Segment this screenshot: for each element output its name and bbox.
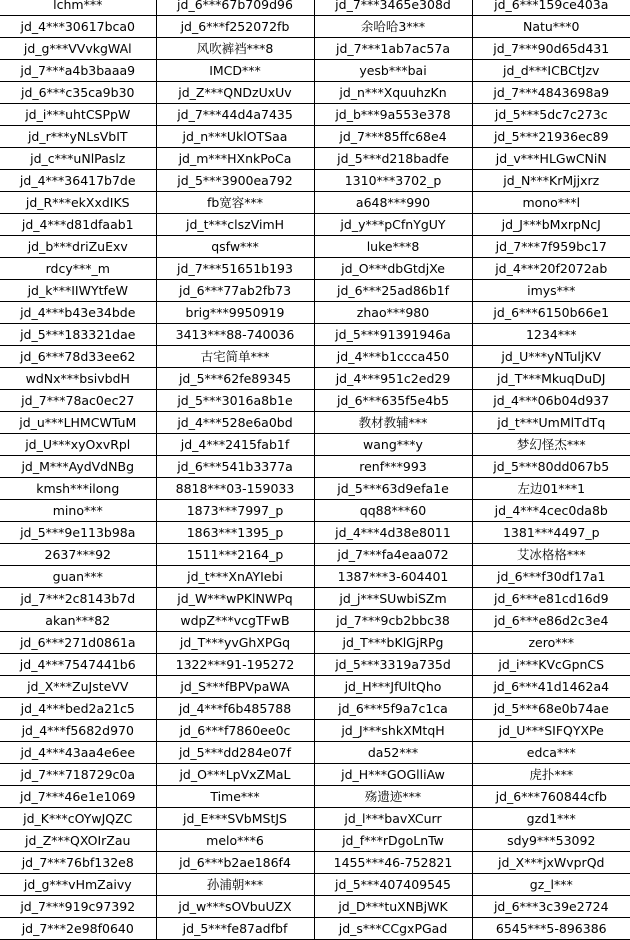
table-cell: 2637***92 (0, 544, 156, 566)
table-cell: 古宅简单*** (156, 346, 314, 368)
table-cell: jd_7***1ab7ac57a (314, 38, 472, 60)
table-cell: jd_5***63d9efa1e (314, 478, 472, 500)
table-cell: gzd1*** (472, 808, 630, 830)
table-row (0, 390, 630, 412)
table-cell: jd_T***MkuqDuDJ (472, 368, 630, 390)
table-cell: jd_7***3465e308d (314, 0, 472, 16)
table-cell: jd_7***9cb2bbc38 (314, 610, 472, 632)
table-row (0, 588, 630, 610)
table-cell: jd_6***77ab2fb73 (156, 280, 314, 302)
table-cell: 1381***4497_p (472, 522, 630, 544)
table-cell: jd_5***3016a8b1e (156, 390, 314, 412)
table-cell: brig***9950919 (156, 302, 314, 324)
table-cell: mino*** (0, 500, 156, 522)
table-cell: jd_u***LHMCWTuM (0, 412, 156, 434)
table-cell: jd_5***dd284e07f (156, 742, 314, 764)
table-cell: 8818***03-159033 (156, 478, 314, 500)
table-cell: jd_J***shkXMtqH (314, 720, 472, 742)
table-cell: IMCD*** (156, 60, 314, 82)
table-cell: 1863***1395_p (156, 522, 314, 544)
table-row (0, 830, 630, 852)
table-cell: jd_X***jxWvprQd (472, 852, 630, 874)
table-row (0, 258, 630, 280)
table-cell: jd_5***62fe89345 (156, 368, 314, 390)
table-cell: jd_6***f252072fb (156, 16, 314, 38)
table-cell: jd_6***760844cfb (472, 786, 630, 808)
table-cell: jd_5***80dd067b5 (472, 456, 630, 478)
table-cell: Natu***0 (472, 16, 630, 38)
table-cell: jd_5***d218badfe (314, 148, 472, 170)
table-cell: jd_6***635f5e4b5 (314, 390, 472, 412)
table-row (0, 654, 630, 676)
table-cell: jd_t***UmMlTdTq (472, 412, 630, 434)
table-cell: jd_7***a4b3baaa9 (0, 60, 156, 82)
table-cell: yesb***bai (314, 60, 472, 82)
table-cell: 艾冰格格*** (472, 544, 630, 566)
table-cell: edca*** (472, 742, 630, 764)
table-cell: jd_6***f7860ee0c (156, 720, 314, 742)
table-row (0, 214, 630, 236)
table-row (0, 698, 630, 720)
table-cell: 孙浦朝*** (156, 874, 314, 896)
table-cell: jd_6***3c39e2724 (472, 896, 630, 918)
table-cell: jd_6***5f9a7c1ca (314, 698, 472, 720)
table-cell: jd_f***rDgoLnTw (314, 830, 472, 852)
table-cell: jd_r***yNLsVbIT (0, 126, 156, 148)
table-cell: jd_4***4cec0da8b (472, 500, 630, 522)
table-cell: jd_i***uhtCSPpW (0, 104, 156, 126)
table-cell: jd_6***271d0861a (0, 632, 156, 654)
table-cell: guan*** (0, 566, 156, 588)
table-cell: gz_l*** (472, 874, 630, 896)
table-cell: 教材教辅*** (314, 412, 472, 434)
table-cell: jd_4***43aa4e6ee (0, 742, 156, 764)
table-cell: jd_4***4d38e8011 (314, 522, 472, 544)
table-cell: jd_6***c35ca9b30 (0, 82, 156, 104)
table-cell: jd_w***sOVbuUZX (156, 896, 314, 918)
table-cell: jd_7***7f959bc17 (472, 236, 630, 258)
table-cell: 1234*** (472, 324, 630, 346)
table-cell: 6545***5-896386 (472, 918, 630, 940)
table-cell: jd_4***b1ccca450 (314, 346, 472, 368)
table-cell: jd_4***20f2072ab (472, 258, 630, 280)
table-row (0, 500, 630, 522)
table-cell: 1455***46-752821 (314, 852, 472, 874)
table-cell: jd_j***SUwbiSZm (314, 588, 472, 610)
table-row (0, 60, 630, 82)
table-cell: jd_Z***QNDzUxUv (156, 82, 314, 104)
table-cell: jd_7***4843698a9 (472, 82, 630, 104)
table-cell: jd_O***dbGtdjXe (314, 258, 472, 280)
table-cell: jd_7***51651b193 (156, 258, 314, 280)
table-row (0, 632, 630, 654)
table-cell: jd_7***fa4eaa072 (314, 544, 472, 566)
table-cell: jd_5***3900ea792 (156, 170, 314, 192)
table-cell: jd_7***46e1e1069 (0, 786, 156, 808)
table-cell: jd_y***pCfnYgUY (314, 214, 472, 236)
table-cell: jd_7***90d65d431 (472, 38, 630, 60)
table-cell: jd_4***bed2a21c5 (0, 698, 156, 720)
table-row (0, 126, 630, 148)
table-row (0, 434, 630, 456)
table-cell: 殇遗迹*** (314, 786, 472, 808)
table-cell: jd_k***IIWYtfeW (0, 280, 156, 302)
table-cell: jd_4***06b04d937 (472, 390, 630, 412)
table-cell: jd_7***2c8143b7d (0, 588, 156, 610)
table-cell: jd_t***XnAYIebi (156, 566, 314, 588)
table-cell: jd_6***41d1462a4 (472, 676, 630, 698)
table-cell: jd_4***951c2ed29 (314, 368, 472, 390)
table-row (0, 478, 630, 500)
table-cell: jd_E***SVbMStJS (156, 808, 314, 830)
table-cell: jd_n***XquuhzKn (314, 82, 472, 104)
table-cell: jd_O***LpVxZMaL (156, 764, 314, 786)
table-row (0, 764, 630, 786)
table-cell: jd_5***183321dae (0, 324, 156, 346)
table-cell: zero*** (472, 632, 630, 654)
table-cell: jd_g***VVvkgWAl (0, 38, 156, 60)
table-cell: jd_H***GOGlliAw (314, 764, 472, 786)
table-row (0, 522, 630, 544)
table-cell: jd_5***fe87adfbf (156, 918, 314, 940)
table-cell: jd_5***9e113b98a (0, 522, 156, 544)
table-cell: jd_s***CCgxPGad (314, 918, 472, 940)
table-cell: jd_6***159ce403a (472, 0, 630, 16)
table-cell: jd_6***541b3377a (156, 456, 314, 478)
table-cell: Time*** (156, 786, 314, 808)
table-cell: 1387***3-604401 (314, 566, 472, 588)
table-cell: jd_5***21936ec89 (472, 126, 630, 148)
table-row (0, 742, 630, 764)
table-row (0, 280, 630, 302)
table-cell: jd_v***HLGwCNiN (472, 148, 630, 170)
table-row (0, 896, 630, 918)
table-row (0, 918, 630, 940)
table-cell: jd_6***f30df17a1 (472, 566, 630, 588)
table-cell: jd_6***e86d2c3e4 (472, 610, 630, 632)
table-cell: wdNx***bsivbdH (0, 368, 156, 390)
table-cell: jd_6***b2ae186f4 (156, 852, 314, 874)
table-cell: jd_4***2415fab1f (156, 434, 314, 456)
table-cell: jd_6***78d33ee62 (0, 346, 156, 368)
table-cell: jd_D***tuXNBjWK (314, 896, 472, 918)
table-row (0, 192, 630, 214)
table-cell: jd_U***yNTuljKV (472, 346, 630, 368)
table-cell: jd_U***SIFQYXPe (472, 720, 630, 742)
table-cell: jd_m***HXnkPoCa (156, 148, 314, 170)
table-cell: jd_6***e81cd16d9 (472, 588, 630, 610)
table-row (0, 236, 630, 258)
table-cell: jd_n***UklOTSaa (156, 126, 314, 148)
table-cell: rdcy***_m (0, 258, 156, 280)
table-cell: jd_5***5dc7c273c (472, 104, 630, 126)
table-cell: jd_T***yvGhXPGq (156, 632, 314, 654)
table-row (0, 16, 630, 38)
table-row (0, 324, 630, 346)
table-cell: jd_Z***QXOIrZau (0, 830, 156, 852)
table-cell: jd_4***f5682d970 (0, 720, 156, 742)
table-cell: sdy9***53092 (472, 830, 630, 852)
table-row (0, 82, 630, 104)
table-cell: wdpZ***vcgTFwB (156, 610, 314, 632)
table-cell: jd_4***528e6a0bd (156, 412, 314, 434)
table-row (0, 852, 630, 874)
table-cell: jd_5***68e0b74ae (472, 698, 630, 720)
table-row (0, 346, 630, 368)
table-cell: 虎扑*** (472, 764, 630, 786)
table-cell: jd_N***KrMjjxrz (472, 170, 630, 192)
table-row (0, 610, 630, 632)
table-row (0, 720, 630, 742)
table-cell: jd_6***6150b66e1 (472, 302, 630, 324)
table-row (0, 808, 630, 830)
table-cell: jd_g***vHmZaivy (0, 874, 156, 896)
table-cell: 1310***3702_p (314, 170, 472, 192)
table-cell: jd_7***78ac0ec27 (0, 390, 156, 412)
table-cell: renf***993 (314, 456, 472, 478)
table-cell: jd_J***bMxrpNcJ (472, 214, 630, 236)
table-row (0, 302, 630, 324)
table-cell: 1511***2164_p (156, 544, 314, 566)
table-row (0, 874, 630, 896)
table-cell: kmsh***ilong (0, 478, 156, 500)
table-cell: jd_7***85ffc68e4 (314, 126, 472, 148)
table-cell: jd_X***ZuJsteVV (0, 676, 156, 698)
table-cell: jd_4***d81dfaab1 (0, 214, 156, 236)
table-cell: jd_R***ekXxdIKS (0, 192, 156, 214)
table-cell: qq88***60 (314, 500, 472, 522)
table-cell: jd_l***bavXCurr (314, 808, 472, 830)
table-cell: jd_6***25ad86b1f (314, 280, 472, 302)
table-row (0, 170, 630, 192)
table-cell: jd_7***718729c0a (0, 764, 156, 786)
table-cell: melo***6 (156, 830, 314, 852)
table-cell: jd_b***9a553e378 (314, 104, 472, 126)
table-row (0, 676, 630, 698)
table-cell: jd_d***ICBCtJzv (472, 60, 630, 82)
table-cell: jd_H***JfUltQho (314, 676, 472, 698)
table-row (0, 38, 630, 60)
table-cell: jd_4***f6b485788 (156, 698, 314, 720)
table-row (0, 566, 630, 588)
table-row (0, 0, 630, 16)
table-cell: fb宽容*** (156, 192, 314, 214)
table-cell: jd_M***AydVdNBg (0, 456, 156, 478)
table-cell: akan***82 (0, 610, 156, 632)
table-cell: jd_W***wPKlNWPq (156, 588, 314, 610)
table-cell: jd_5***91391946a (314, 324, 472, 346)
table-cell: jd_4***30617bca0 (0, 16, 156, 38)
table-cell: jd_4***b43e34bde (0, 302, 156, 324)
table-cell: 3413***88-740036 (156, 324, 314, 346)
table-cell: luke***8 (314, 236, 472, 258)
table-cell: 风吹裤裆***8 (156, 38, 314, 60)
table-cell: 1322***91-195272 (156, 654, 314, 676)
table-cell: jd_5***407409545 (314, 874, 472, 896)
table-row (0, 368, 630, 390)
table-cell: jd_T***bKlGjRPg (314, 632, 472, 654)
table-cell: lchm*** (0, 0, 156, 16)
table-cell: jd_b***driZuExv (0, 236, 156, 258)
table-cell: jd_S***fBPVpaWA (156, 676, 314, 698)
table-row (0, 786, 630, 808)
table-cell: jd_6***67b709d96 (156, 0, 314, 16)
table-row (0, 148, 630, 170)
table-row (0, 544, 630, 566)
table-cell: mono***l (472, 192, 630, 214)
table-cell: jd_i***KVcGpnCS (472, 654, 630, 676)
table-cell: 梦幻怪杰*** (472, 434, 630, 456)
table-cell: imys*** (472, 280, 630, 302)
table-cell: da52*** (314, 742, 472, 764)
table-cell: jd_U***xyOxvRpl (0, 434, 156, 456)
table-row (0, 412, 630, 434)
table-cell: jd_c***uNlPaslz (0, 148, 156, 170)
table-cell: qsfw*** (156, 236, 314, 258)
table-cell: wang***y (314, 434, 472, 456)
table-cell: jd_7***76bf132e8 (0, 852, 156, 874)
table-cell: jd_7***2e98f0640 (0, 918, 156, 940)
table-cell: jd_4***36417b7de (0, 170, 156, 192)
table-cell: a648***990 (314, 192, 472, 214)
table-cell: jd_7***44d4a7435 (156, 104, 314, 126)
table-cell: jd_K***cOYwJQZC (0, 808, 156, 830)
table-row (0, 456, 630, 478)
table-cell: 1873***7997_p (156, 500, 314, 522)
table-cell: jd_t***clszVimH (156, 214, 314, 236)
table-cell: zhao***980 (314, 302, 472, 324)
table-cell: jd_5***3319a735d (314, 654, 472, 676)
table-cell: 左边01***1 (472, 478, 630, 500)
table-cell: 余哈哈3*** (314, 16, 472, 38)
table-cell: jd_4***7547441b6 (0, 654, 156, 676)
table-row (0, 104, 630, 126)
table-cell: jd_7***919c97392 (0, 896, 156, 918)
